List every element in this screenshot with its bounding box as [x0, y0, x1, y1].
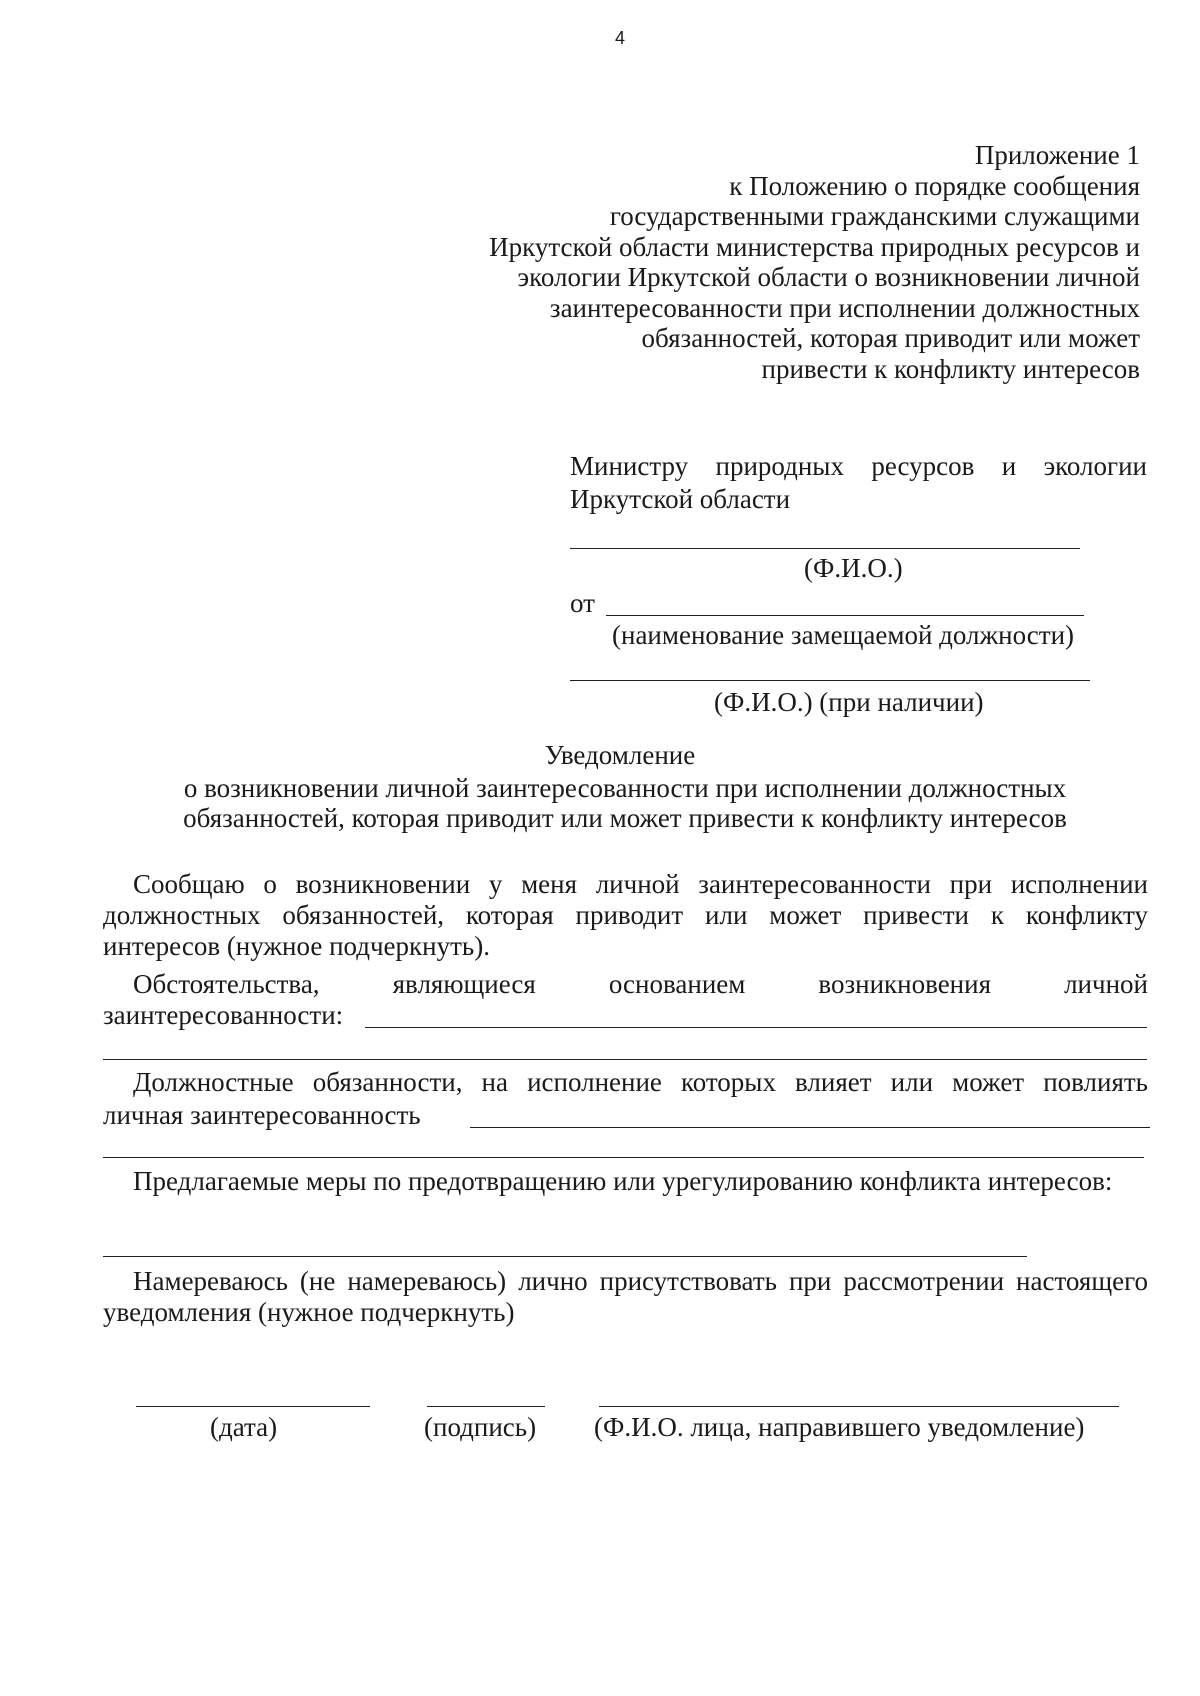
duties-input-line: [470, 1127, 1150, 1128]
duties-label: личная заинтересованность: [103, 1100, 421, 1130]
appendix-line: государственными гражданскими служащими: [609, 201, 1140, 231]
duties-line: Должностные обязанности, на исполнение которых влияет или может повлиять: [133, 1067, 1148, 1097]
page-number: 4: [614, 28, 625, 48]
signer-fio-label: (Ф.И.О. лица, направившего уведомление): [594, 1412, 1085, 1442]
appendix-line: заинтересованности при исполнении должностных: [549, 292, 1140, 323]
duties-input-line-2: [103, 1157, 1144, 1158]
position-label: (наименование замещаемой должности): [612, 620, 1075, 650]
appendix-line: к Положению о порядке сообщения: [729, 170, 1140, 201]
appendix-line: Иркутской области министерства природных ресурсов и: [489, 231, 1140, 262]
circumstances-line: Обстоятельства, являющиеся основанием возникновения личной: [133, 969, 1148, 999]
fio-optional-label: (Ф.И.О.) (при наличии): [714, 687, 984, 717]
appendix-header: [380, 140, 1140, 384]
signature-label: (подпись): [424, 1412, 537, 1442]
recipient-name-line: [570, 548, 1080, 549]
recipient-text: Министру природных ресурсов и экологии Иркутской области: [570, 451, 1147, 514]
signature-line: [427, 1406, 545, 1407]
notice-subtitle: [100, 773, 1150, 833]
appendix-line: привести к конфликту интересов: [761, 353, 1140, 384]
circumstances-input-line: [365, 1027, 1147, 1028]
from-prefix: от: [570, 588, 595, 618]
circumstances-input-line-2: [103, 1059, 1147, 1060]
appendix-line: Приложение 1: [974, 140, 1140, 170]
intent-paragraph: Намереваюсь (не намереваюсь) лично присутствовать при рассмотрении настоящего уведомления (нужное подчеркнуть): [103, 1266, 1148, 1327]
notice-subtitle-line: о возникновении личной заинтересованности при исполнении должностных: [183, 773, 1067, 803]
appendix-line: обязанностей, которая приводит или может: [641, 323, 1140, 353]
sender-position-line: [606, 615, 1084, 616]
measures-paragraph: Предлагаемые меры по предотвращению или урегулированию конфликта интересов:: [133, 1166, 1113, 1196]
appendix-line: экологии Иркутской области о возникновении личной: [517, 262, 1140, 292]
notice-subtitle-line: обязанностей, которая приводит или может привести к конфликту интересов: [183, 803, 1067, 833]
notice-title: Уведомление: [544, 740, 696, 770]
sender-name-line: [570, 680, 1090, 681]
date-label: (дата): [210, 1412, 278, 1442]
signer-name-line: [599, 1406, 1119, 1407]
report-paragraph: Сообщаю о возникновении у меня личной заинтересованности при исполнении должностных обязанностей, которая приводит или может привести к конфликту интересов (нужное подчеркнуть).: [103, 869, 1148, 961]
date-line: [136, 1406, 370, 1407]
fio-label: (Ф.И.О.): [804, 553, 903, 583]
measures-input-line: [103, 1256, 1027, 1257]
circumstances-label: заинтересованности:: [103, 1000, 344, 1030]
